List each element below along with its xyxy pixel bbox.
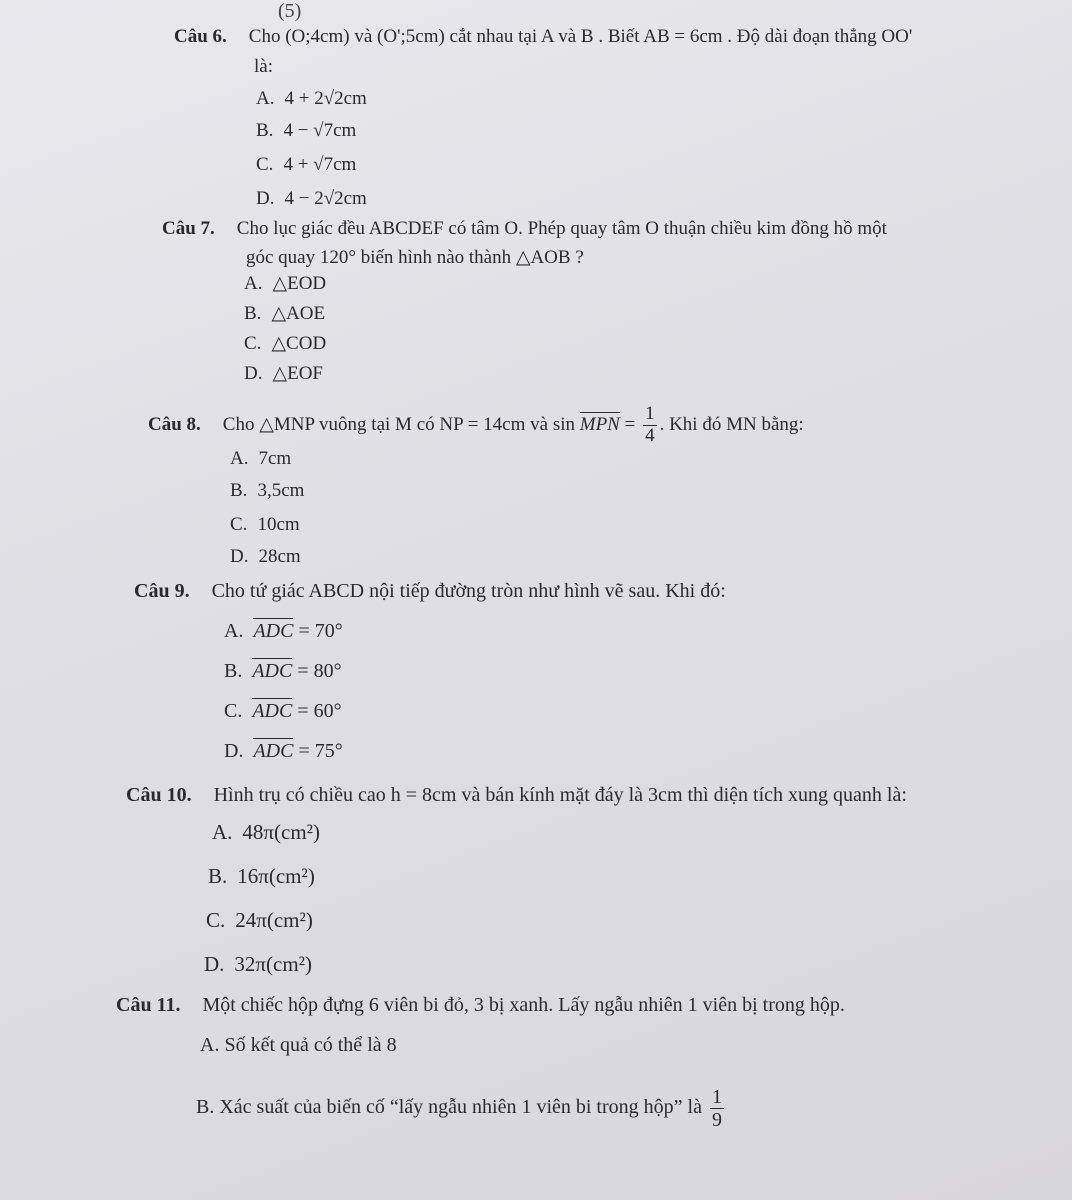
option-c: C. 24π(cm²) — [206, 908, 313, 932]
statement-b: B. Xác suất của biến cố “lấy ngẫu nhiên 1 viên bi trong hộp” là $\frac{1}{9}$ — [196, 1086, 722, 1131]
question-10 — [126, 784, 907, 807]
option-a: A. ADC = 70° — [224, 620, 343, 642]
question-11 — [116, 994, 845, 1017]
option-a: A. 7cm — [230, 448, 292, 469]
question-label: Câu 10. — [126, 784, 192, 806]
option-c: C. 4 + √7cm — [256, 154, 357, 175]
question-text: Cho (O;4cm) và (O';5cm) cắt nhau tại A và B . Biết AB = 6cm . Độ dài đoạn thẳng OO' — [248, 26, 913, 47]
option-d: D. 28cm — [230, 546, 301, 567]
option-c: C. 10cm — [230, 514, 300, 535]
question-text: Cho lục giác đều ABCDEF có tâm O. Phép quay tâm O thuận chiều kim đồng hồ một — [236, 218, 887, 239]
option-a: A. 48π(cm²) — [212, 820, 320, 844]
question-6-continued: là: — [254, 56, 273, 77]
question-text: Cho △MNP vuông tại M có NP = 14cm và sin — [222, 413, 575, 435]
option-b: B. 16π(cm²) — [208, 864, 315, 888]
question-text: Hình trụ có chiều cao h = 8cm và bán kính mặt đáy là 3cm thì diện tích xung quanh là: — [213, 784, 907, 806]
question-label: Câu 7. — [162, 218, 215, 239]
question-label: Câu 11. — [116, 994, 181, 1016]
question-8: Câu 8. Cho △MNP vuông tại M có NP = 14cm và sin MPN = $\frac{1}{4}$ . Khi đó MN bằng: — [148, 403, 804, 446]
question-text: Cho tứ giác ABCD nội tiếp đường tròn như hình vẽ sau. Khi đó: — [211, 580, 726, 602]
top-fragment: (5) — [278, 0, 302, 22]
option-d: D. △EOF — [244, 363, 323, 384]
option-c: C. △COD — [244, 333, 327, 354]
option-a: A. △EOD — [244, 273, 327, 294]
option-b: B. 3,5cm — [230, 480, 305, 501]
fraction: $\frac{1}{4}$ — [645, 403, 655, 446]
statement-a: A. Số kết quả có thể là 8 — [200, 1034, 397, 1056]
option-d: D. ADC = 75° — [224, 740, 343, 762]
question-7 — [162, 218, 887, 240]
option-b: B. 4 − √7cm — [256, 120, 357, 141]
option-d: D. 32π(cm²) — [204, 952, 312, 976]
question-7-continued: góc quay 120° biến hình nào thành △AOB ? — [246, 247, 584, 268]
question-9 — [134, 580, 726, 603]
question-label: Câu 6. — [174, 26, 227, 47]
question-text: Một chiếc hộp đựng 6 viên bi đỏ, 3 bị xanh. Lấy ngẫu nhiên 1 viên bị trong hộp. — [202, 994, 845, 1016]
question-label: Câu 9. — [134, 580, 190, 602]
question-6 — [174, 26, 912, 48]
fraction: $\frac{1}{9}$ — [711, 1086, 722, 1131]
option-d: D. 4 − 2√2cm — [256, 188, 367, 209]
option-b: B. ADC = 80° — [224, 660, 342, 682]
option-a: A. 4 + 2√2cm — [256, 88, 367, 109]
question-label: Câu 8. — [148, 413, 201, 435]
angle-mpn: MPN — [579, 413, 620, 435]
option-c: C. ADC = 60° — [224, 700, 342, 722]
option-b: B. △AOE — [244, 303, 326, 324]
